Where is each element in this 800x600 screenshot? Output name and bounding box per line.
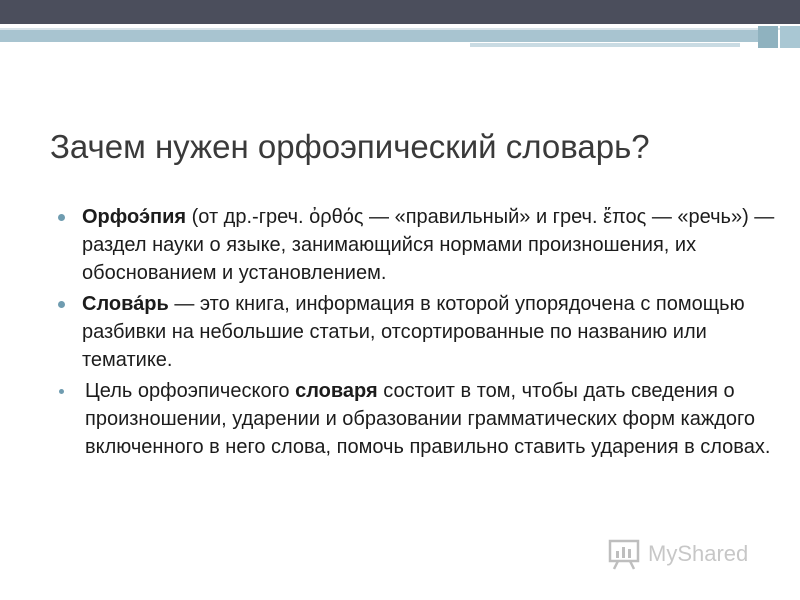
watermark xyxy=(608,538,748,570)
purpose-text: состоит в том, чтобы дать сведения о произношении, ударении и образовании грамматических форм каждого включенного в него слова, помочь правильно ставить ударения в словах. xyxy=(85,380,771,458)
term-dictionary-genitive: словаря xyxy=(295,380,378,402)
definition-dictionary: — это книга, информация в которой упорядочена с помощью разбивки на небольшие статьи, отсортированные по названию или тематике. xyxy=(82,293,745,371)
header-accent-stripe xyxy=(0,30,758,42)
purpose-prefix: Цель орфоэпического xyxy=(85,380,296,402)
bullet-orthoepy xyxy=(58,203,778,287)
term-dictionary: Слова́рь xyxy=(82,293,169,315)
presentation-board-icon xyxy=(608,538,642,570)
slide-title: Зачем нужен орфоэпический словарь? xyxy=(50,128,650,165)
header-band xyxy=(0,0,800,24)
term-orthoepy: Орфоэ́пия xyxy=(82,206,187,228)
bullet-purpose xyxy=(58,377,778,461)
definition-orthoepy: (от др.-греч. ὀρθός — «правильный» и греч. ἔπος — «речь») — раздел науки о языке, занимающийся нормами произношения, их обоснованием и установлением. xyxy=(82,206,775,284)
header-accent-block-light xyxy=(780,26,800,48)
bullet-dot-icon xyxy=(59,389,64,394)
bullet-dictionary xyxy=(58,290,778,374)
watermark-text: MyShared xyxy=(648,541,749,566)
header-accent-stripe-light xyxy=(470,43,740,47)
bullet-dot-icon xyxy=(58,301,65,308)
header-accent-block xyxy=(758,26,778,48)
bullet-dot-icon xyxy=(58,214,65,221)
bullet-list xyxy=(58,203,778,461)
